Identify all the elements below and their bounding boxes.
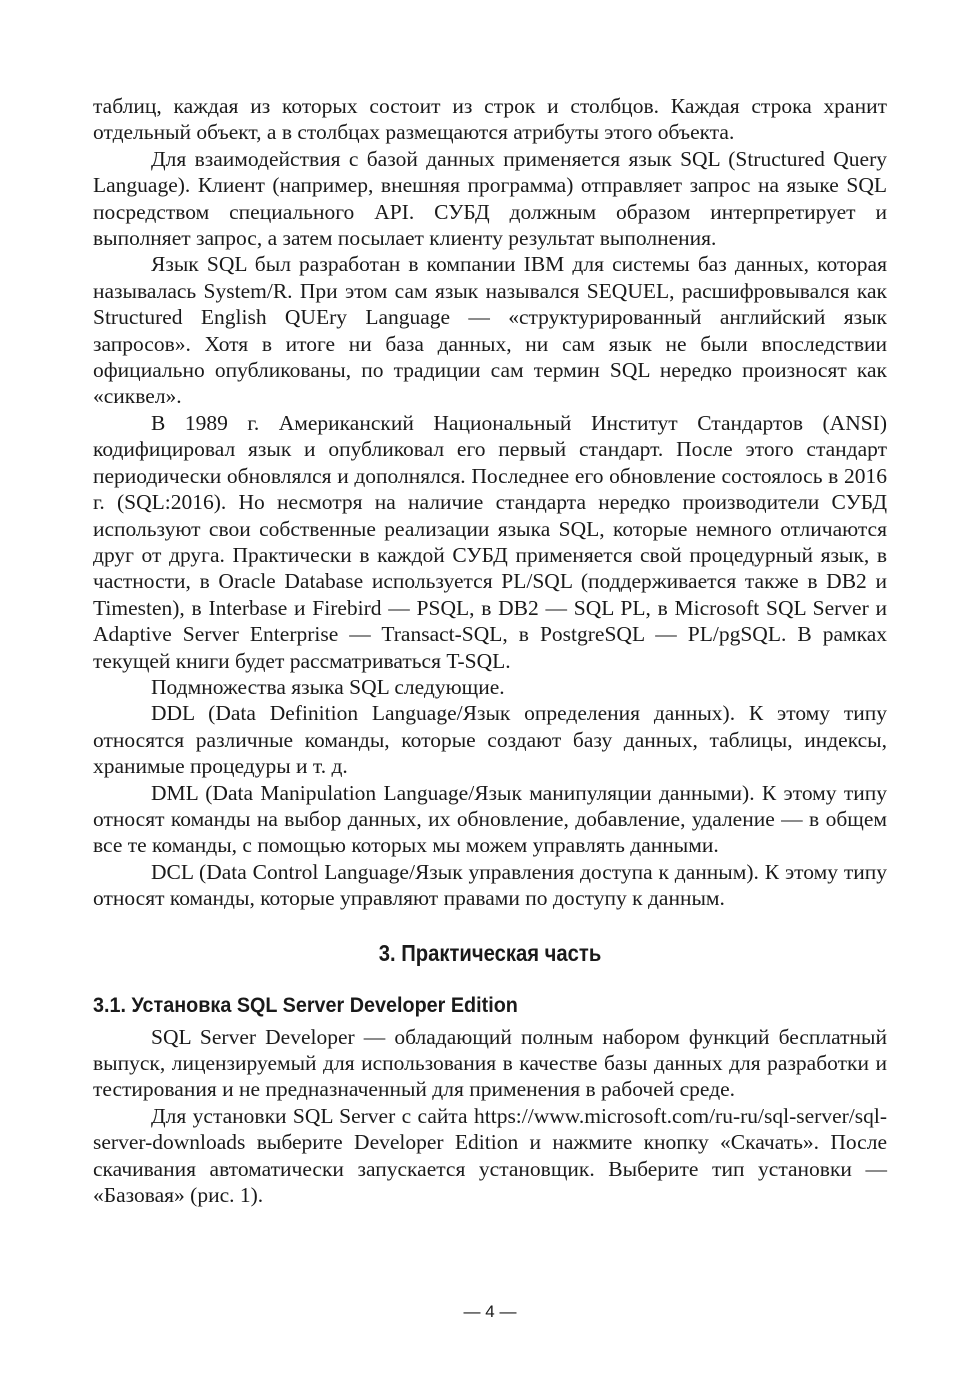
- paragraph-developer-edition: SQL Server Developer — обладающий полным набором функций бесплатный выпуск, лицензируемый для использования в качестве базы данных для разработки и тестирования и не предназначенный для применения в рабочей среде.: [93, 1024, 887, 1102]
- paragraph-ansi-standard: В 1989 г. Американский Национальный Институт Стандартов (ANSI) кодифицировал язык и опубликовал его первый стандарт. После этого стандарт периодически обновлялся и дополнялся. Последнее его обновление состоялось в 2016 г. (SQL:2016). Но несмотря на наличие стандарта нередко производители СУБД используют свои собственные реализации языка SQL, которые немного отличаются друг от друга. Практически в каждой СУБД применяется свой процедурный язык, в частности, в Oracle Database используется PL/SQL (поддерживается также в DB2 и Timesten), в Interbase и Firebird — PSQL, в DB2 — SQL PL, в Microsoft SQL Server и Adaptive Server Enterprise — Transact-SQL, в PostgreSQL — PL/pgSQL. В рамках текущей книги будет рассматриваться T-SQL.: [93, 410, 887, 673]
- paragraph-dcl: DCL (Data Control Language/Язык управления доступа к данным). К этому типу относят команды, которые управляют правами по доступу к данным.: [93, 859, 887, 911]
- section-heading: 3. Практическая часть: [378, 939, 602, 966]
- paragraph-sql-interaction: Для взаимодействия с базой данных применяется язык SQL (Structured Query Language). Клиент (например, внешняя программа) отправляет запрос на языке SQL посредством специального API. СУБД должным образом интерпретирует и выполняет запрос, а затем посылает клиенту результат выполнения.: [93, 146, 887, 251]
- paragraph-dml: DML (Data Manipulation Language/Язык манипуляции данными). К этому типу относят команды на выбор данных, их обновление, добавление, удаление — в общем все те команды, с помощью которых мы можем управлять данными.: [93, 780, 887, 858]
- subsection-heading: 3.1. Установка SQL Server Developer Edition: [93, 992, 518, 1017]
- page-number: — 4 —: [463, 1302, 517, 1321]
- paragraph-ddl: DDL (Data Definition Language/Язык определения данных). К этому типу относятся различные команды, которые создают базу данных, таблицы, индексы, хранимые процедуры и т. д.: [93, 701, 887, 779]
- paragraph-tables: таблиц, каждая из которых состоит из строк и столбцов. Каждая строка хранит отдельный объект, а в столбцах размещаются атрибуты этого объекта.: [93, 94, 887, 145]
- page-body: [93, 93, 887, 1208]
- paragraph-subsets-intro: Подмножества языка SQL следующие.: [151, 674, 505, 699]
- paragraph-install-steps: Для установки SQL Server с сайта https://www.microsoft.com/ru-ru/sql-server/sql-server-downloads выберите Developer Edition и нажмите кнопку «Скачать». После скачивания автоматически запускается установщик. Выберите тип установки — «Базовая» (рис. 1).: [93, 1103, 887, 1208]
- paragraph-sql-history: Язык SQL был разработан в компании IBM для системы баз данных, которая называлась System/R. При этом сам язык назывался SEQUEL, расшифровывался как Structured English QUEry Language — «структурированный английский язык запросов». Хотя в итоге ни база данных, ни сам язык не были впоследствии официально опубликованы, по традиции сам термин SQL нередко произносят как «сиквел».: [93, 252, 887, 409]
